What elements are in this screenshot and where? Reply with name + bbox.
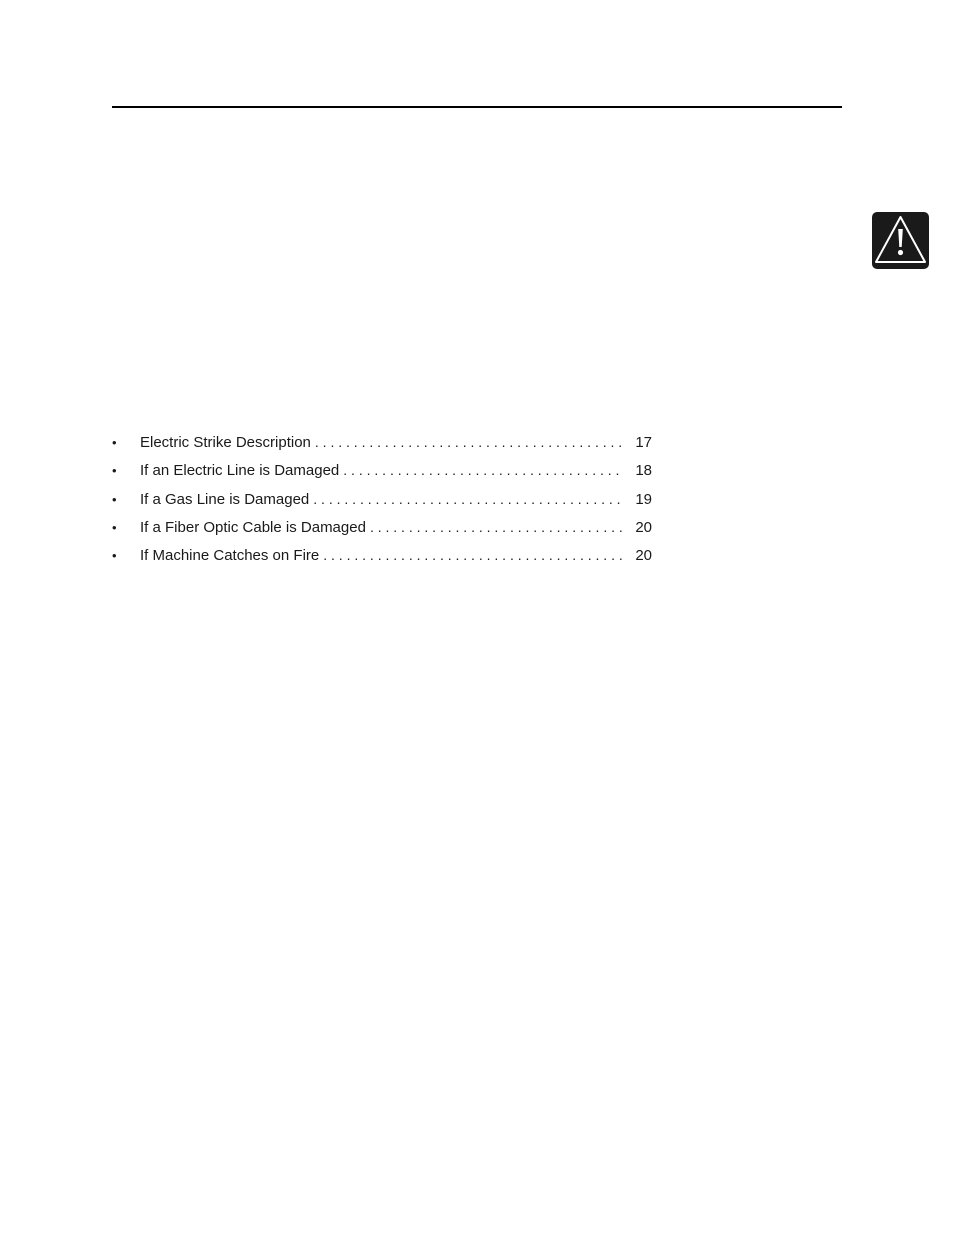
toc-entry-page: 19 xyxy=(635,490,652,508)
dot-leader xyxy=(370,513,624,541)
header-rule xyxy=(112,106,842,108)
toc-entry-electric-strike-description[interactable] xyxy=(112,428,652,456)
toc-entry-title: If Machine Catches on Fire xyxy=(140,542,323,570)
bullet: • xyxy=(112,491,117,507)
dot-leader xyxy=(313,485,624,513)
dot-leader xyxy=(343,456,624,484)
bullet: • xyxy=(112,435,117,450)
toc-entry-title: If a Gas Line is Damaged xyxy=(140,486,313,514)
dot-leader xyxy=(315,428,624,456)
table-of-contents xyxy=(112,428,652,569)
toc-entry-fiber-optic-cable-damaged[interactable] xyxy=(112,513,652,541)
bullet: • xyxy=(112,463,117,479)
dot-leader xyxy=(323,541,624,569)
warning-triangle-icon xyxy=(872,212,929,269)
bullet: • xyxy=(112,548,117,564)
toc-entry-page: 17 xyxy=(635,434,652,451)
toc-entry-page: 20 xyxy=(635,518,652,536)
toc-entry-machine-catches-fire[interactable] xyxy=(112,541,652,569)
toc-entry-page: 18 xyxy=(635,462,652,480)
toc-entry-page: 20 xyxy=(635,547,652,565)
toc-entry-title: If an Electric Line is Damaged xyxy=(140,457,343,485)
toc-entry-gas-line-damaged[interactable] xyxy=(112,485,652,513)
toc-entry-title: Electric Strike Description xyxy=(140,429,315,457)
toc-entry-electric-line-damaged[interactable] xyxy=(112,456,652,484)
toc-entry-title: If a Fiber Optic Cable is Damaged xyxy=(140,514,370,542)
bullet: • xyxy=(112,519,117,535)
section-tab xyxy=(872,212,929,269)
